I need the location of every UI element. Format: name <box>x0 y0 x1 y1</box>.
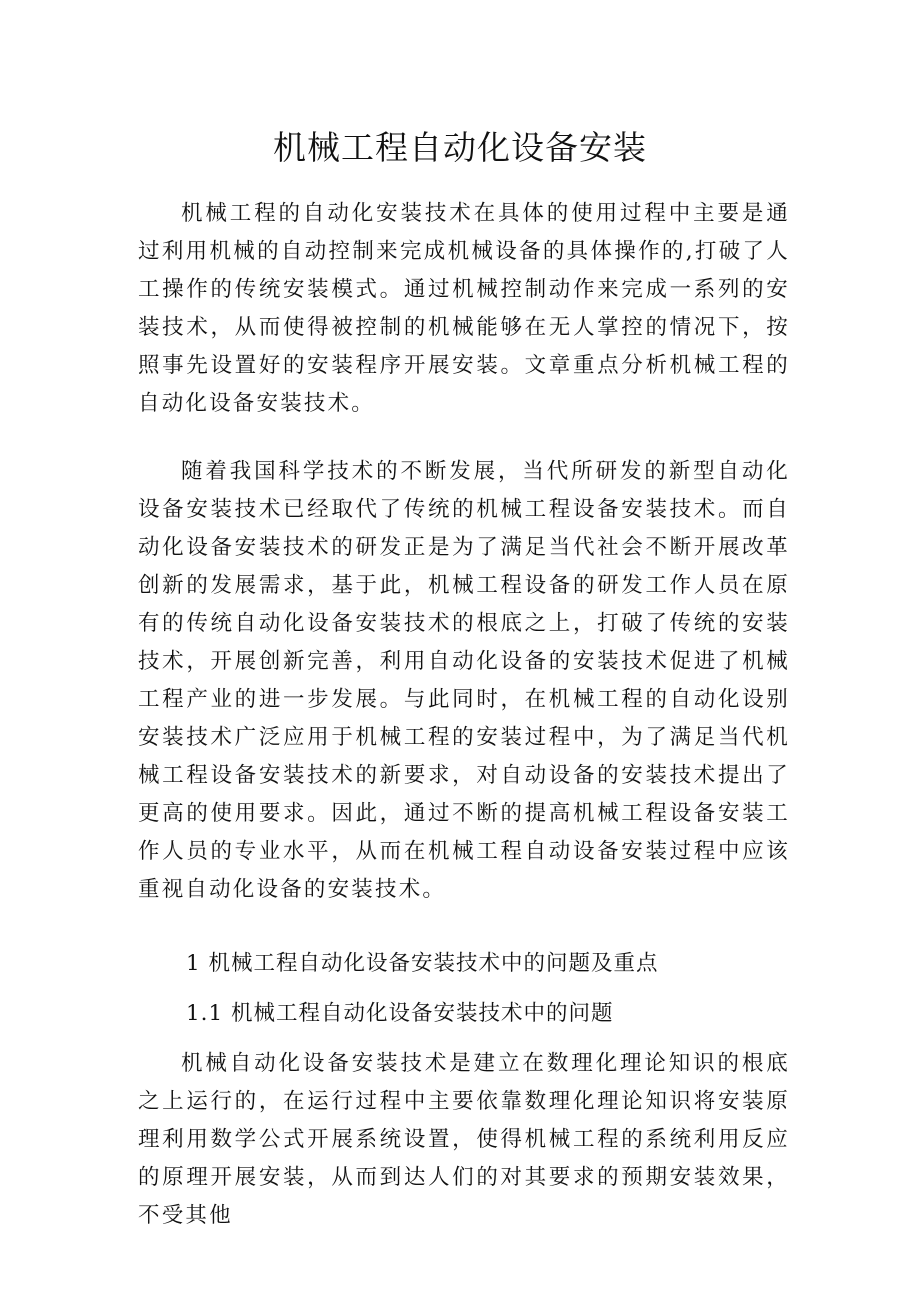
paragraph-intro: 机械工程的自动化安装技术在具体的使用过程中主要是通过利用机械的自动控制来完成机械设备的具体操作的,打破了人工操作的传统安装模式。通过机械控制动作来完成一系列的安装技术，从而使得被控制的机械能够在无人掌控的情况下，按照事先设置好的安装程序开展安装。文章重点分析机械工程的自动化设备安装技术。 <box>138 201 790 416</box>
document-title: 机械工程自动化设备安装 <box>273 128 647 167</box>
paragraph-section-1-1: 机械自动化设备安装技术是建立在数理化理论知识的根底之上运行的，在运行过程中主要依靠数理化理论知识将安装原理利用数学公式开展系统设置，使得机械工程的系统利用反应的原理开展安装，从而到达人们的对其要求的预期安装效果，不受其他 <box>138 1051 790 1228</box>
paragraph-background: 随着我国科学技术的不断发展，当代所研发的新型自动化设备安装技术已经取代了传统的机械工程设备安装技术。而自动化设备安装技术的研发正是为了满足当代社会不断开展改革创新的发展需求，基于此，机械工程设备的研发工作人员在原有的传统自动化设备安装技术的根底之上，打破了传统的安装技术，开展创新完善，利用自动化设备的安装技术促进了机械工程产业的进一步发展。与此同时，在机械工程的自动化设别安装技术广泛应用于机械工程的安装过程中，为了满足当代机械工程设备安装技术的新要求，对自动设备的安装技术提出了更高的使用要求。因此，通过不断的提高机械工程设备安装工作人员的专业水平，从而在机械工程自动设备安装过程中应该重视自动化设备的安装技术。 <box>138 459 790 902</box>
section-heading-1: 1 机械工程自动化设备安装技术中的问题及重点 <box>186 951 659 976</box>
section-heading-1-1: 1.1 机械工程自动化设备安装技术中的问题 <box>186 1001 614 1026</box>
